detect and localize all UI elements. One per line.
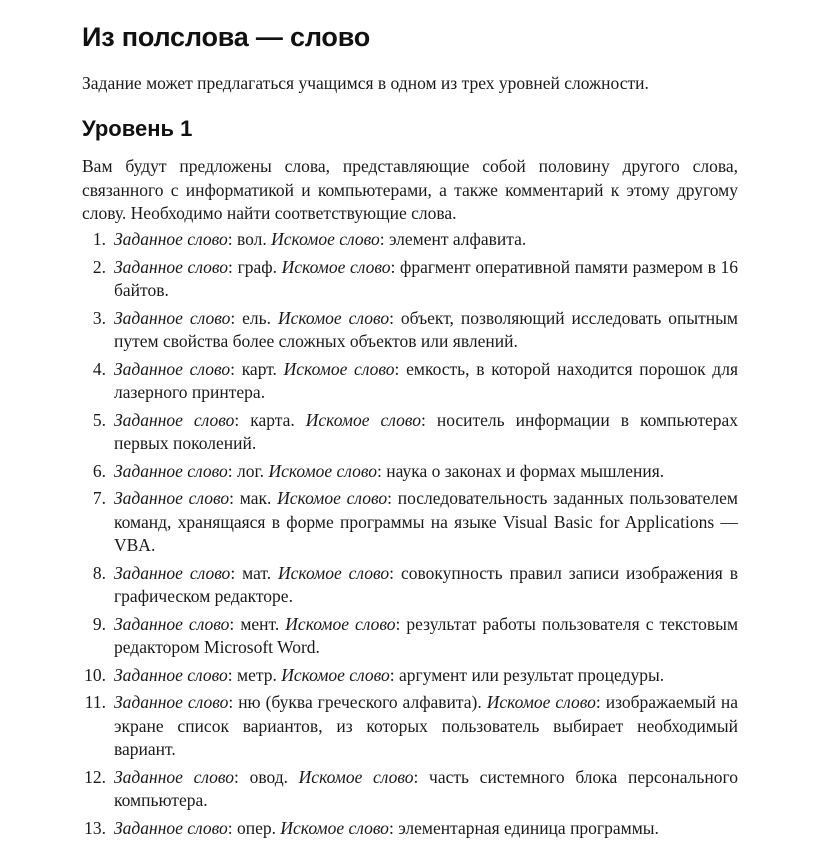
sought-word-hint: емкость, в которой находится порошок для лазерного принтера. [114,358,738,402]
given-word: ню (буква греческого алфавита). [238,692,482,712]
list-item: 1. Заданное слово: вол. Искомое слово: элемент алфавита. [82,228,738,252]
sought-word-hint: объект, позволяющий исследовать опытным путем свойства более сложных объектов или явлений. [114,307,739,351]
list-item: 7. Заданное слово: мак. Искомое слово: последовательность заданных пользователем команд, хранящаяся в форме программы на языке Visual Basic for Applications — VBA. [82,487,738,558]
item-number: 10. [84,664,106,685]
sought-word-hint: часть системного блока персонального компьютера. [114,766,738,810]
given-word-label: Заданное слово [114,664,228,685]
item-number: 1. [92,229,106,249]
list-item: 3. Заданное слово: ель. Искомое слово: объект, позволяющий исследовать опытным путем свойства более сложных объектов или явлений. [82,307,738,354]
given-word-label: Заданное слово [114,817,228,838]
given-word: овод. [249,766,288,787]
sought-word-hint: результат работы пользователя с текстовым редактором Microsoft Word. [114,613,739,657]
sought-word-label: Искомое слово [280,817,389,838]
task-list [82,228,738,844]
sought-word-label: Искомое слово [277,488,388,508]
sought-word-hint: носитель информации в компьютерах первых поколений. [114,409,738,453]
given-word-label: Заданное слово [114,256,229,277]
sought-word-hint: элементарная единица программы. [398,817,659,838]
given-word-label: Заданное слово [114,409,235,430]
sought-word-label: Искомое слово [285,613,396,634]
sought-word-label: Искомое слово [278,562,390,583]
given-word-label: Заданное слово [114,692,229,712]
given-word: метр. [237,664,277,685]
given-word: мак. [239,488,272,508]
sought-word-label: Искомое слово [277,307,390,328]
item-number: 7. [92,488,106,508]
sought-word-label: Искомое слово [281,664,390,685]
given-word: вол. [237,229,267,249]
given-word-label: Заданное слово [114,766,235,787]
sought-word-label: Искомое слово [271,229,380,249]
list-item: 13. Заданное слово: опер. Искомое слово: элементарная единица программы. [82,817,738,841]
sought-word-label: Искомое слово [281,256,391,277]
sought-word-hint: фрагмент оперативной памяти размером в 16 байтов. [114,256,739,300]
given-word-label: Заданное слово [114,613,230,634]
given-word-label: Заданное слово [114,307,231,328]
item-number: 2. [92,256,106,277]
given-word: карт. [241,358,277,379]
given-word-label: Заданное слово [114,488,230,508]
given-word: лог. [237,460,265,481]
intro-text: Задание может предлагаться учащимся в одном из трех уровней сложности. [82,73,649,93]
item-number: 8. [92,562,106,583]
item-number: 4. [92,358,106,379]
sought-word-label: Искомое слово [283,358,395,379]
given-word: мент. [240,613,280,634]
sought-word-hint: совокупность правил записи изображения в графическом редакторе. [114,562,738,606]
list-item: 4. Заданное слово: карт. Искомое слово: емкость, в которой находится порошок для лазерного принтера. [82,358,738,405]
item-number: 11. [84,692,106,712]
item-number: 5. [92,409,106,430]
item-number: 9. [92,613,106,634]
item-number: 3. [92,307,106,328]
page-title: Из полслова — слово [82,22,371,52]
list-item: 9. Заданное слово: мент. Искомое слово: результат работы пользователя с текстовым редактором Microsoft Word. [82,613,738,660]
list-item: 8. Заданное слово: мат. Искомое слово: совокупность правил записи изображения в графическом редакторе. [82,562,738,609]
given-word: граф. [237,256,277,277]
sought-word-label: Искомое слово [298,766,414,787]
list-item: 5. Заданное слово: карта. Искомое слово: носитель информации в компьютерах первых поколений. [82,409,738,456]
given-word: мат. [242,562,272,583]
level-heading: Уровень 1 [82,116,193,141]
given-word-label: Заданное слово [114,460,228,481]
sought-word-label: Искомое слово [486,692,596,712]
given-word: опер. [237,817,277,838]
item-number: 6. [92,460,106,481]
given-word: ель. [242,307,271,328]
sought-word-label: Искомое слово [268,460,377,481]
given-word-label: Заданное слово [114,562,231,583]
item-number: 12. [84,766,106,787]
list-item: 10. Заданное слово: метр. Искомое слово: аргумент или результат процедуры. [82,664,738,688]
given-word-label: Заданное слово [114,358,231,379]
sought-word-hint: наука о законах и формах мышления. [386,460,665,481]
list-item: 2. Заданное слово: граф. Искомое слово: фрагмент оперативной памяти размером в 16 байтов. [82,256,738,303]
sought-word-hint: аргумент или результат процедуры. [399,664,665,685]
given-word: карта. [250,409,295,430]
sought-word-hint: последовательность заданных пользователем команд, хранящаяся в форме программы на языке Visual Basic for Applications — VBA. [114,488,739,555]
item-number: 13. [84,817,106,838]
list-item: 12. Заданное слово: овод. Искомое слово: часть системного блока персонального компьютера. [82,766,738,813]
instructions-text: Вам будут предложены слова, представляющие собой половину другого слова, связанного с информатикой и компьютерами, а также комментарий к этому другому слову. Необходимо найти соответствующие слова. [82,156,738,223]
sought-word-label: Искомое слово [305,409,421,430]
list-item: 6. Заданное слово: лог. Искомое слово: наука о законах и формах мышления. [82,460,738,484]
given-word-label: Заданное слово [114,229,228,249]
sought-word-hint: изображаемый на экране список вариантов, из которых пользователь выбирает необходимый вариант. [114,692,738,759]
list-item: 11. Заданное слово: ню (буква греческого алфавита). Искомое слово: изображаемый на экране список вариантов, из которых пользователь выбирает необходимый вариант. [82,691,738,762]
sought-word-hint: элемент алфавита. [388,229,527,249]
